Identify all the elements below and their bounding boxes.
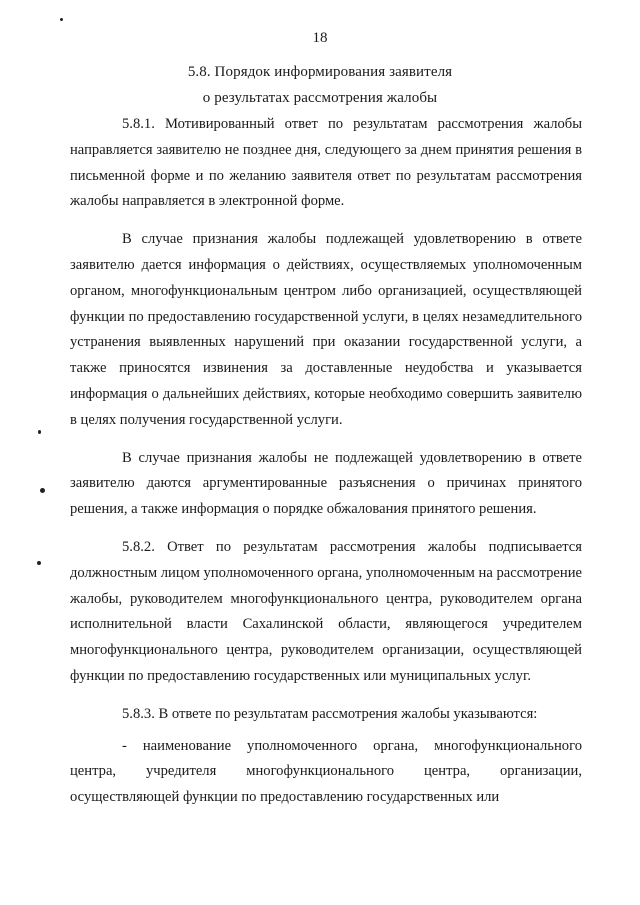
paragraph-list-item: - наименование уполномоченного органа, многофункционального центра, учредителя многофункционального центра, организации, осуществляющей функции по предоставлению государственных или [70, 737, 582, 806]
scan-speck [40, 488, 45, 493]
paragraph-satisfied-complaint: В случае признания жалобы подлежащей удовлетворению в ответе заявителю дается информация о действиях, осуществляемых уполномоченным органом, многофункциональным центром либо организацией, осуществляющей функции по предоставлению государственной услуги, в целях незамедлительного устранения выявленных нарушений при оказании государственной услуги, а также приносятся извинения за доставленные неудобства и указывается информация о дальнейших действиях, которые необходимо совершить заявителю в целях получения государственной услуги. [70, 231, 582, 428]
paragraph-rejected-complaint: В случае признания жалобы не подлежащей удовлетворению в ответе заявителю даются аргументированные разъяснения о причинах принятого решения, а также информация о порядке обжалования принятого решения. [70, 449, 582, 518]
paragraph-5-8-1: 5.8.1. Мотивированный ответ по результатам рассмотрения жалобы направляется заявителю не позднее дня, следующего за днем принятия решения в письменной форме и по желанию заявителя ответ по результатам рассмотрения жалобы направляется в электронной форме. [70, 116, 582, 210]
scan-speck [38, 430, 41, 434]
paragraph-5-8-2: 5.8.2. Ответ по результатам рассмотрения жалобы подписывается должностным лицом уполномоченного органа, уполномоченным на рассмотрение жалобы, руководителем многофункционального центра, руководителем органа исполнительной власти Сахалинской области, являющегося учредителем многофункционального центра, руководителем организации, осуществляющей функции по предоставлению государственных или муниципальных услуг. [70, 538, 582, 684]
document-body [70, 112, 582, 823]
section-title-line-2: о результатах рассмотрения жалобы [202, 90, 438, 106]
scan-speck [37, 561, 41, 565]
page-number: 18 [312, 30, 328, 46]
section-title-line-1: 5.8. Порядок информирования заявителя [187, 64, 453, 80]
scan-speck [60, 18, 63, 21]
paragraph-5-8-3: 5.8.3. В ответе по результатам рассмотрения жалобы указываются: [122, 705, 538, 722]
